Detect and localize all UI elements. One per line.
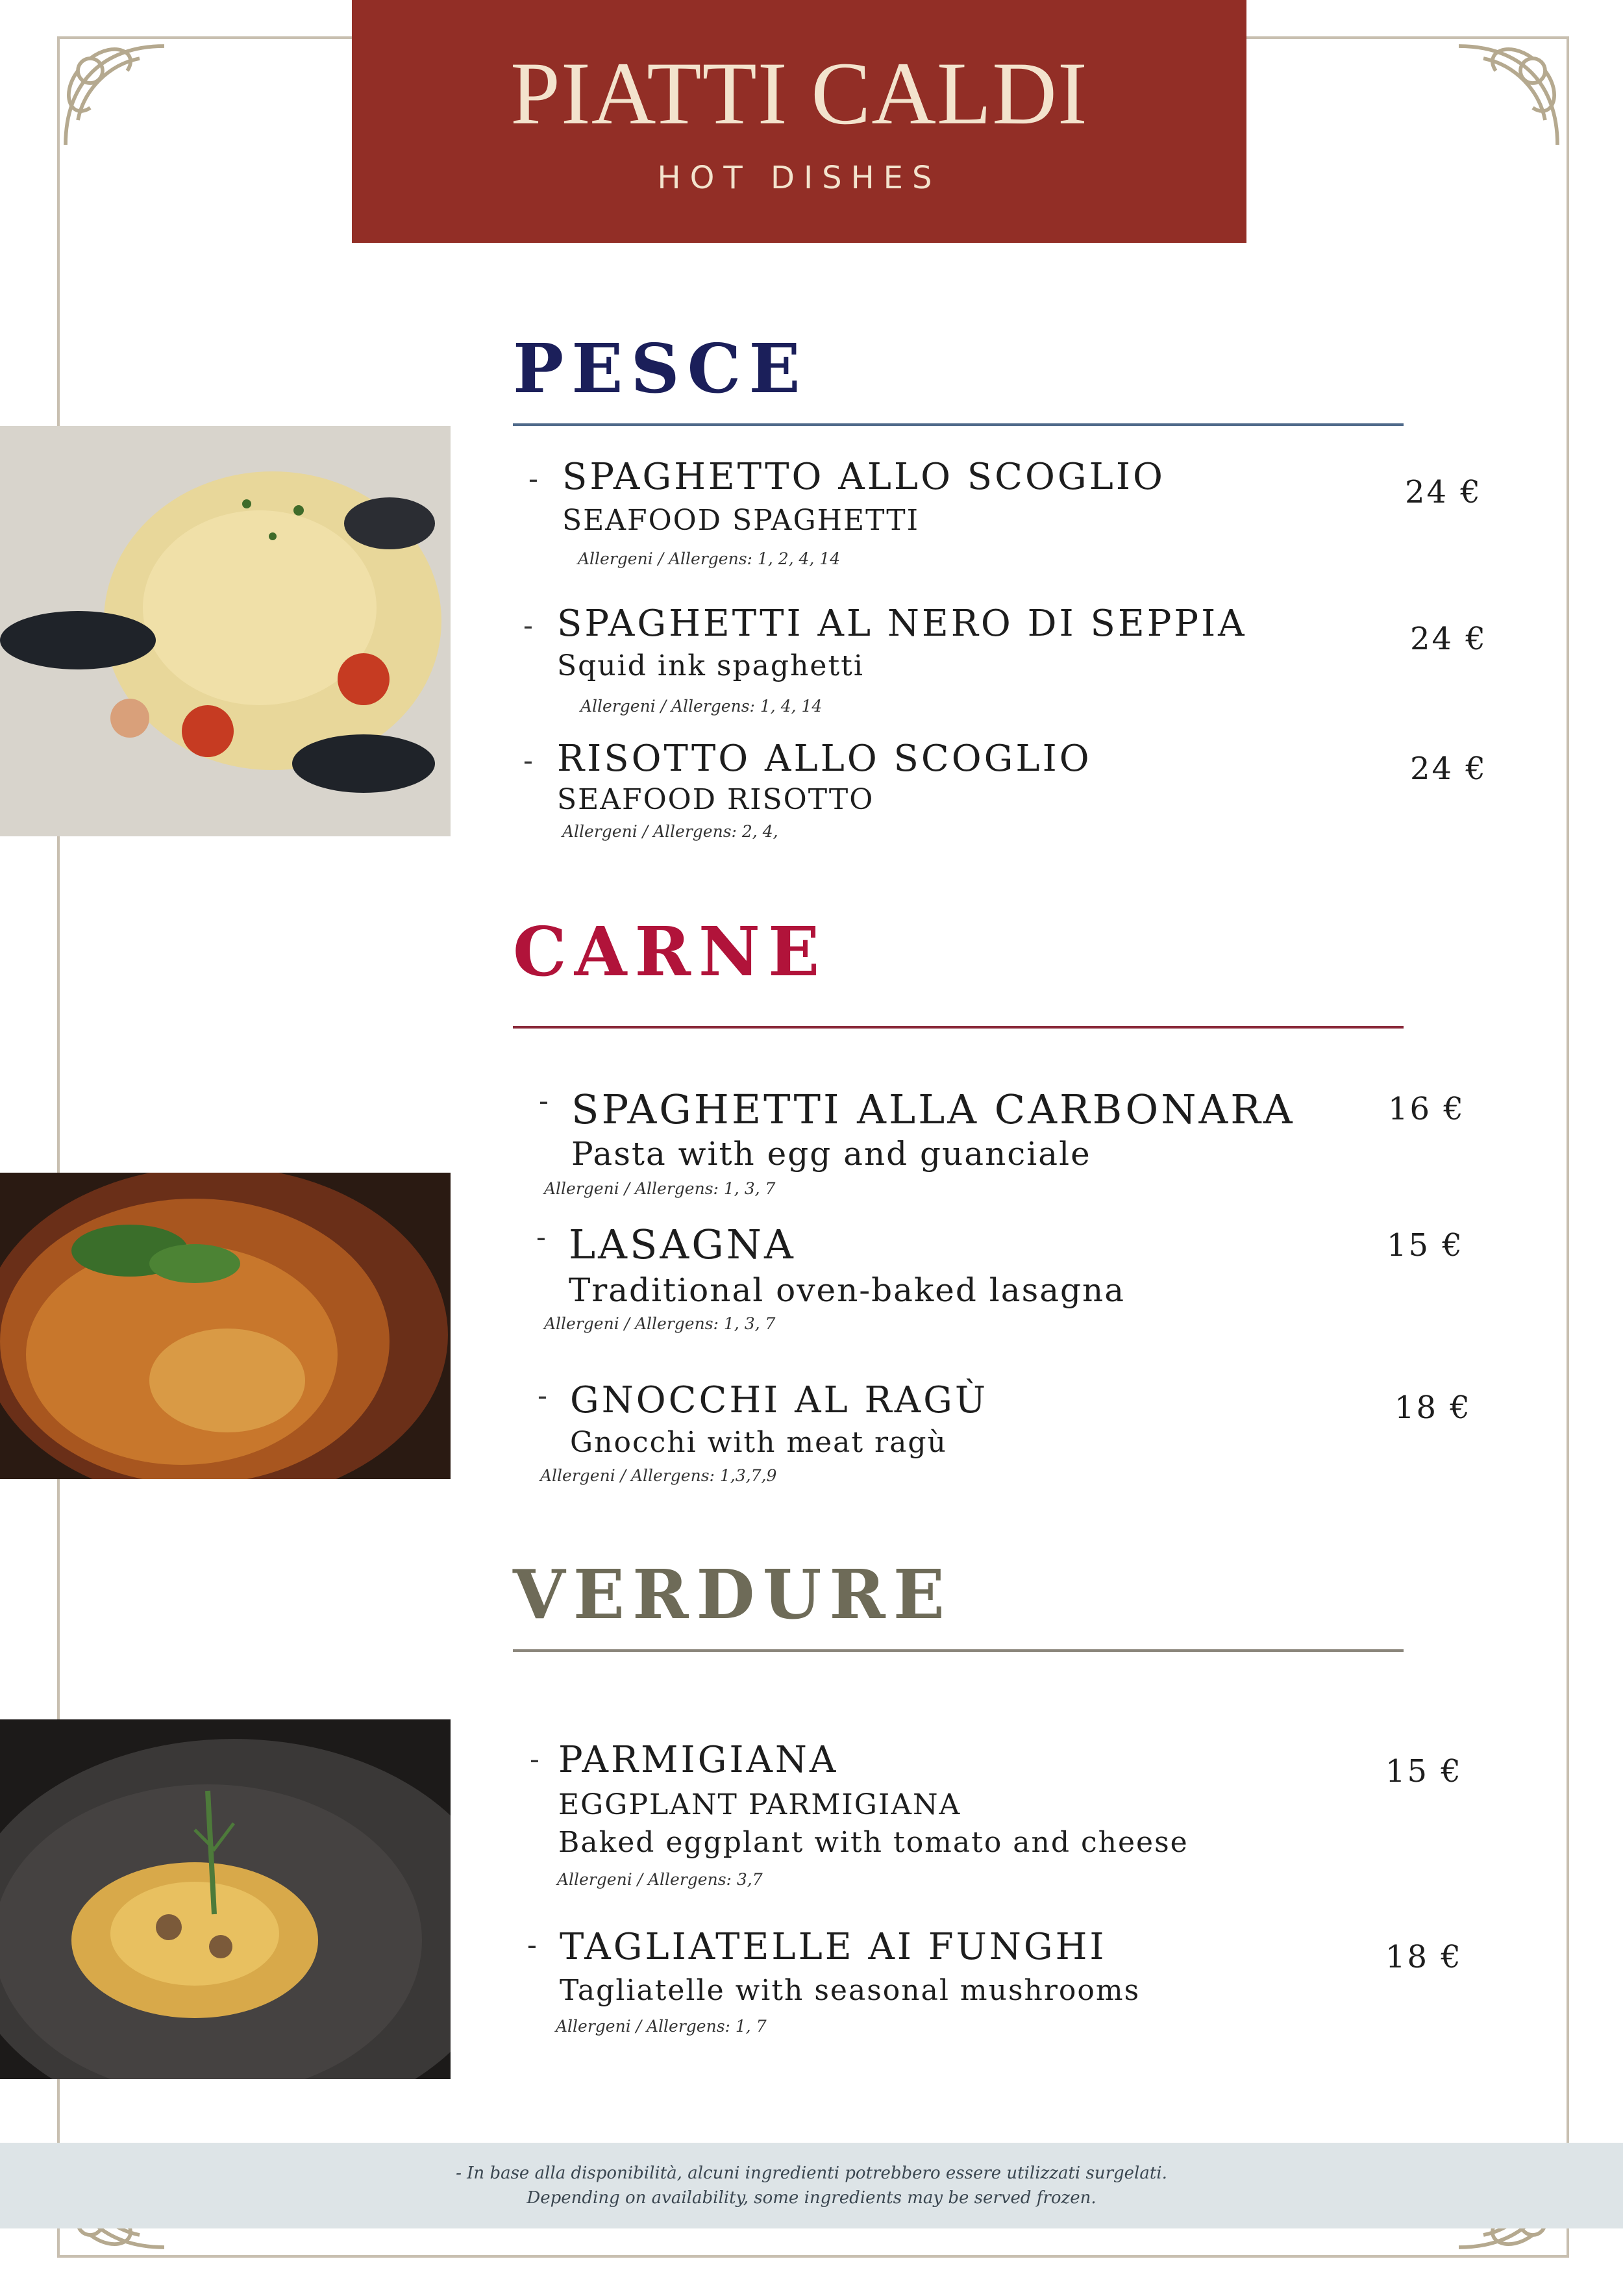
item-dash: - — [538, 1379, 547, 1412]
item-dash: - — [528, 462, 538, 495]
item-subtitle: Traditional oven-baked lasagna — [569, 1271, 1126, 1309]
item-subtitle: Squid ink spaghetti — [557, 649, 864, 682]
item-dash: - — [530, 1743, 539, 1776]
section-rule-verdure — [513, 1649, 1404, 1652]
item-allergens: Allergeni / Allergens: 2, 4, — [562, 822, 778, 841]
menu-header — [352, 0, 1246, 243]
item-price: 15 € — [1385, 1753, 1463, 1790]
item-subtitle: EGGPLANT PARMIGIANA — [558, 1788, 961, 1821]
footer-note — [0, 2143, 1623, 2228]
item-subtitle: Tagliatelle with seasonal mushrooms — [560, 1974, 1141, 2007]
section-title-pesce: PESCE — [513, 329, 808, 408]
item-subtitle: Gnocchi with meat ragù — [570, 1426, 947, 1459]
item-dash: - — [523, 609, 533, 642]
section-title-verdure: VERDURE — [513, 1554, 952, 1634]
item-price: 15 € — [1387, 1227, 1464, 1264]
item-name: LASAGNA — [569, 1221, 796, 1268]
item-allergens: Allergeni / Allergens: 3,7 — [557, 1870, 763, 1889]
item-dash: - — [536, 1221, 546, 1254]
item-price: 18 € — [1394, 1390, 1472, 1426]
menu-subtitle: HOT DISHES — [657, 160, 941, 196]
item-name: TAGLIATELLE AI FUNGHI — [560, 1926, 1107, 1968]
item-name: RISOTTO ALLO SCOGLIO — [557, 738, 1092, 780]
section-title-carne: CARNE — [513, 912, 828, 992]
item-name: PARMIGIANA — [558, 1739, 839, 1781]
menu-title: PIATTI CALDI — [510, 44, 1088, 143]
item-subtitle: Pasta with egg and guanciale — [571, 1135, 1091, 1173]
item-name: SPAGHETTI ALLA CARBONARA — [571, 1086, 1295, 1133]
section-rule-carne — [513, 1026, 1404, 1029]
item-name: GNOCCHI AL RAGÙ — [570, 1379, 989, 1421]
seafood-pasta-photo — [0, 426, 451, 836]
tagliatelle-photo — [0, 1719, 451, 2079]
item-name: SPAGHETTO ALLO SCOGLIO — [562, 456, 1165, 498]
item-price: 24 € — [1410, 621, 1487, 657]
item-allergens: Allergeni / Allergens: 1,3,7,9 — [540, 1466, 777, 1485]
section-rule-pesce — [513, 423, 1404, 426]
item-allergens: Allergeni / Allergens: 1, 2, 4, 14 — [578, 549, 841, 568]
item-name: SPAGHETTI AL NERO DI SEPPIA — [557, 603, 1247, 645]
item-dash: - — [523, 744, 533, 777]
item-allergens: Allergeni / Allergens: 1, 4, 14 — [580, 697, 823, 716]
footer-note-english: Depending on availability, some ingredients may be served frozen. — [527, 2188, 1096, 2208]
corner-ornament-top-right — [1446, 34, 1570, 157]
item-allergens: Allergeni / Allergens: 1, 7 — [556, 2017, 767, 2036]
item-description: Baked eggplant with tomato and cheese — [558, 1826, 1189, 1859]
item-subtitle: SEAFOOD SPAGHETTI — [562, 504, 919, 537]
item-dash: - — [527, 1928, 537, 1962]
item-price: 24 € — [1410, 751, 1487, 787]
item-price: 18 € — [1385, 1939, 1463, 1975]
footer-note-italian: - In base alla disponibilità, alcuni ingredienti potrebbero essere utilizzati surgelati. — [456, 2164, 1167, 2183]
item-price: 16 € — [1388, 1091, 1465, 1127]
item-allergens: Allergeni / Allergens: 1, 3, 7 — [544, 1179, 776, 1198]
item-price: 24 € — [1405, 474, 1482, 510]
item-dash: - — [539, 1084, 549, 1117]
lasagna-photo — [0, 1173, 451, 1479]
item-allergens: Allergeni / Allergens: 1, 3, 7 — [544, 1314, 776, 1333]
item-subtitle: SEAFOOD RISOTTO — [557, 783, 874, 816]
corner-ornament-top-left — [53, 34, 177, 157]
